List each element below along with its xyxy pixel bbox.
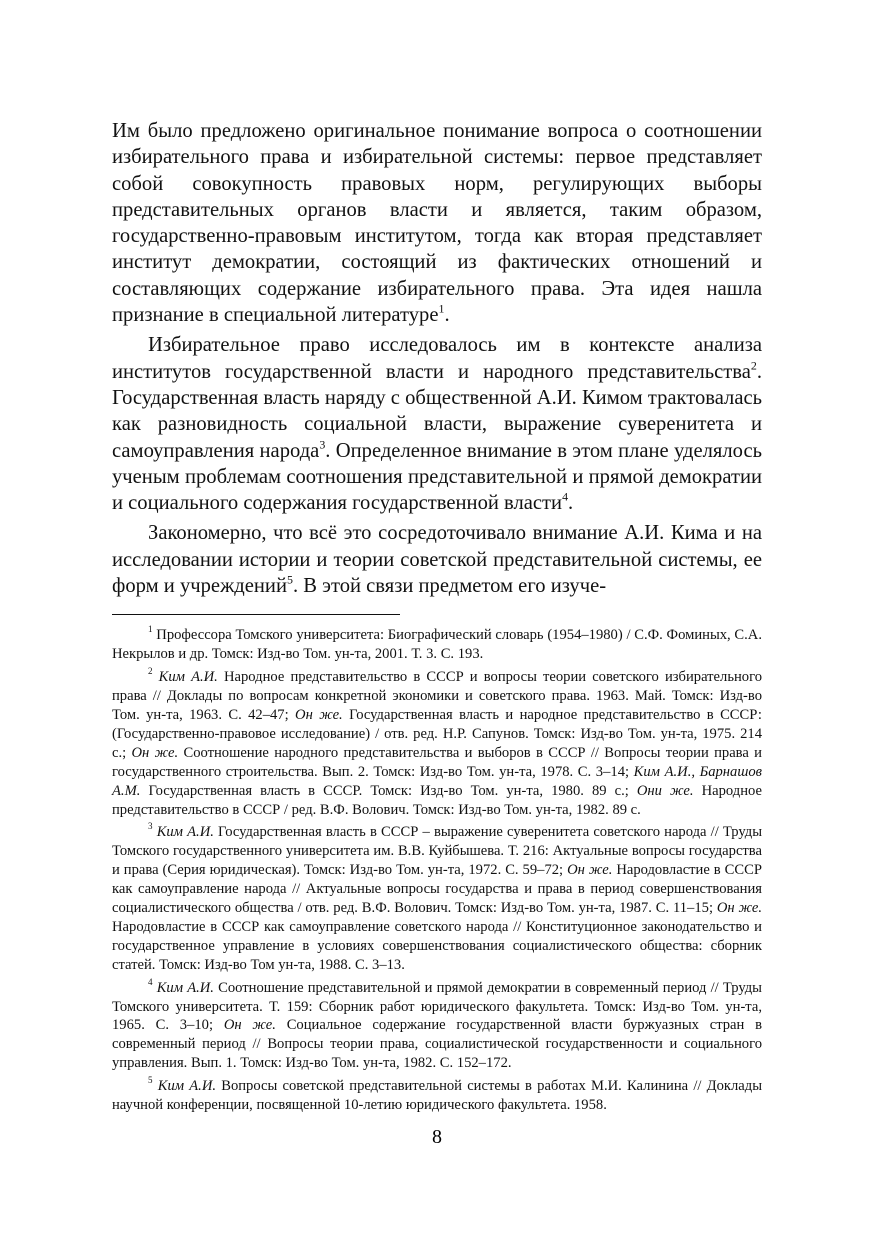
footnotes — [112, 626, 762, 1115]
footnote-text: Народовластие в СССР как самоуправление советского народа // Конституционное законодательство и государственное управление в условиях совершенствования социалистического общества: сборник статей. Томск: Изд-во Том ун-та, 1988. С. 3–13. — [112, 918, 762, 973]
footnote-text: Профессора Томского университета: Биографический словарь (1954–1980) / С.Ф. Фоминых, С.А. Некрылов и др. Томск: Изд-во Том. ун-та, 2001. Т. 3. С. 193. — [112, 627, 762, 663]
footnote-author: Он же. — [716, 900, 763, 917]
footnote-text: Народовластие в СССР как самоуправление народа // Актуальные вопросы государства и права в период совершенствования социалистического общества / отв. ред. В.Ф. Волович. Томск: Изд-во Том. ун-та, 1987. С. 11–15; — [112, 862, 762, 917]
footnote-author: Ким А.И. — [156, 824, 214, 841]
footnote-number: 3 — [148, 821, 153, 832]
paragraph-1: Им было предложено оригинальное понимание вопроса о соотношении избирательного права и избирательной системы: первое представляет собой совокупность правовых норм, регулирующих выборы представительных органов власти и является, таким образом, государственно-правовым институтом, тогда как вторая представляет институт демократии, состоящий из фактических отношений и составляющих содержание избирательного права. Эта идея нашла признание в специальной литературе$^1$. — [112, 120, 762, 327]
footnote-text: Соотношение народного представительства и выборов в СССР // Вопросы теории права и государственного строительства. Вып. 2. Томск: Изд-во Том. ун-та, 1978. С. 3–14; — [112, 744, 762, 780]
footnote-number: 2 — [148, 666, 153, 677]
page-number: 8 — [432, 1126, 442, 1148]
paragraph-3: Закономерно, что всё это сосредоточивало внимание А.И. Кима и на исследовании истории и теории советской представительной системы, ее форм и учреждений$^5$. В этой связи предметом его изуче- — [112, 522, 762, 598]
footnote-ref-4[interactable]: 4 — [562, 489, 569, 504]
footnote-text: Соотношение представительной и прямой демократии в современный период // Труды Томского университета. Т. 159: Сборник работ юридического факультета. Томск: Изд-во Том. ун-та, 1965. С. 3–10; — [112, 979, 762, 1034]
footnote-ref-2[interactable]: 2 — [750, 358, 757, 373]
footnote-2 — [112, 668, 762, 819]
footnote-author: Он же. — [223, 1017, 276, 1034]
footnote-author: Ким А.И. — [156, 979, 214, 996]
footnote-text: Народное представительство в СССР / ред. В.Ф. Волович. Томск: Изд-во Том. ун-та, 1982. 89 с. — [112, 782, 762, 818]
footnote-author: Ким А.И., Барнашов А.М. — [112, 763, 762, 799]
footnote-author: Он же. — [295, 706, 343, 723]
footnote-text: Народное представительство в СССР и вопросы теории советского избирательного права // Доклады по вопросам конкретной экономики и советского права. 1963. Май. Томск: Изд-во Том. ун-та, 1963. С. 42–47; — [112, 669, 762, 723]
footnote-number: 5 — [148, 1075, 153, 1086]
footnote-1 — [112, 626, 762, 664]
footnote-text: Государственная власть в СССР – выражение суверенитета советского народа // Труды Томского государственного университета им. В.В. Куйбышева. Т. 216: Актуальные вопросы государства и права (Серия юридическая). Томск: Изд-во Том. ун-та, 1972. С. 59–72; — [112, 824, 762, 879]
footnote-author: Он же. — [567, 862, 613, 879]
footnote-text: Вопросы советской представительной системы в работах М.И. Калинина // Доклады научной конференции, посвященной 10-летию юридического факультета. 1958. — [112, 1078, 763, 1114]
paragraph-2: Избирательное право исследовалось им в контексте анализа институтов государственной власти и народного представительства$^2$. Государственная власть наряду с общественной А.И. Кимом трактовалась как разновидность социальной власти, выражение суверенитета и самоуправления народа$^3$. Определенное внимание в этом плане уделялось ученым проблемам соотношения представительной и прямой демократии и социального содержания государственной власти$^4$. — [112, 334, 762, 515]
footnote-author: Они же. — [636, 782, 694, 799]
footnote-separator — [112, 614, 400, 615]
footnote-author: Ким А.И. — [157, 1078, 217, 1095]
footnote-author: Он же. — [131, 744, 179, 761]
footnote-5 — [112, 1077, 762, 1115]
footnote-3 — [112, 823, 762, 974]
footnote-number: 1 — [148, 624, 153, 635]
footnote-text: Государственная власть и народное представительство в СССР: (Государственно-правовое исследование) / отв. ред. Н.Р. Сапунов. Томск: Изд-во Том. ун-та, 1975. 214 с.; — [112, 706, 762, 761]
page-content — [112, 118, 762, 1115]
footnote-4 — [112, 976, 763, 1074]
footnote-ref-3[interactable]: 3 — [319, 437, 326, 452]
footnote-ref-5[interactable]: 5 — [286, 572, 293, 587]
footnote-author: Ким А.И. — [158, 669, 218, 686]
footnote-ref-1[interactable]: 1 — [438, 301, 445, 316]
footnote-text: Государственная власть в СССР. Томск: Изд-во Том. ун-та, 1980. 89 с.; — [140, 782, 637, 799]
main-text — [112, 118, 762, 599]
footnote-text: Социальное содержание государственной власти буржуазных стран в современный период // Вопросы теории права, социалистической государственности и социального управления. Вып. 1. Томск: Изд-во Том. ун-та, 1982. С. 152–172. — [112, 1017, 763, 1072]
footnote-number: 4 — [148, 976, 153, 987]
